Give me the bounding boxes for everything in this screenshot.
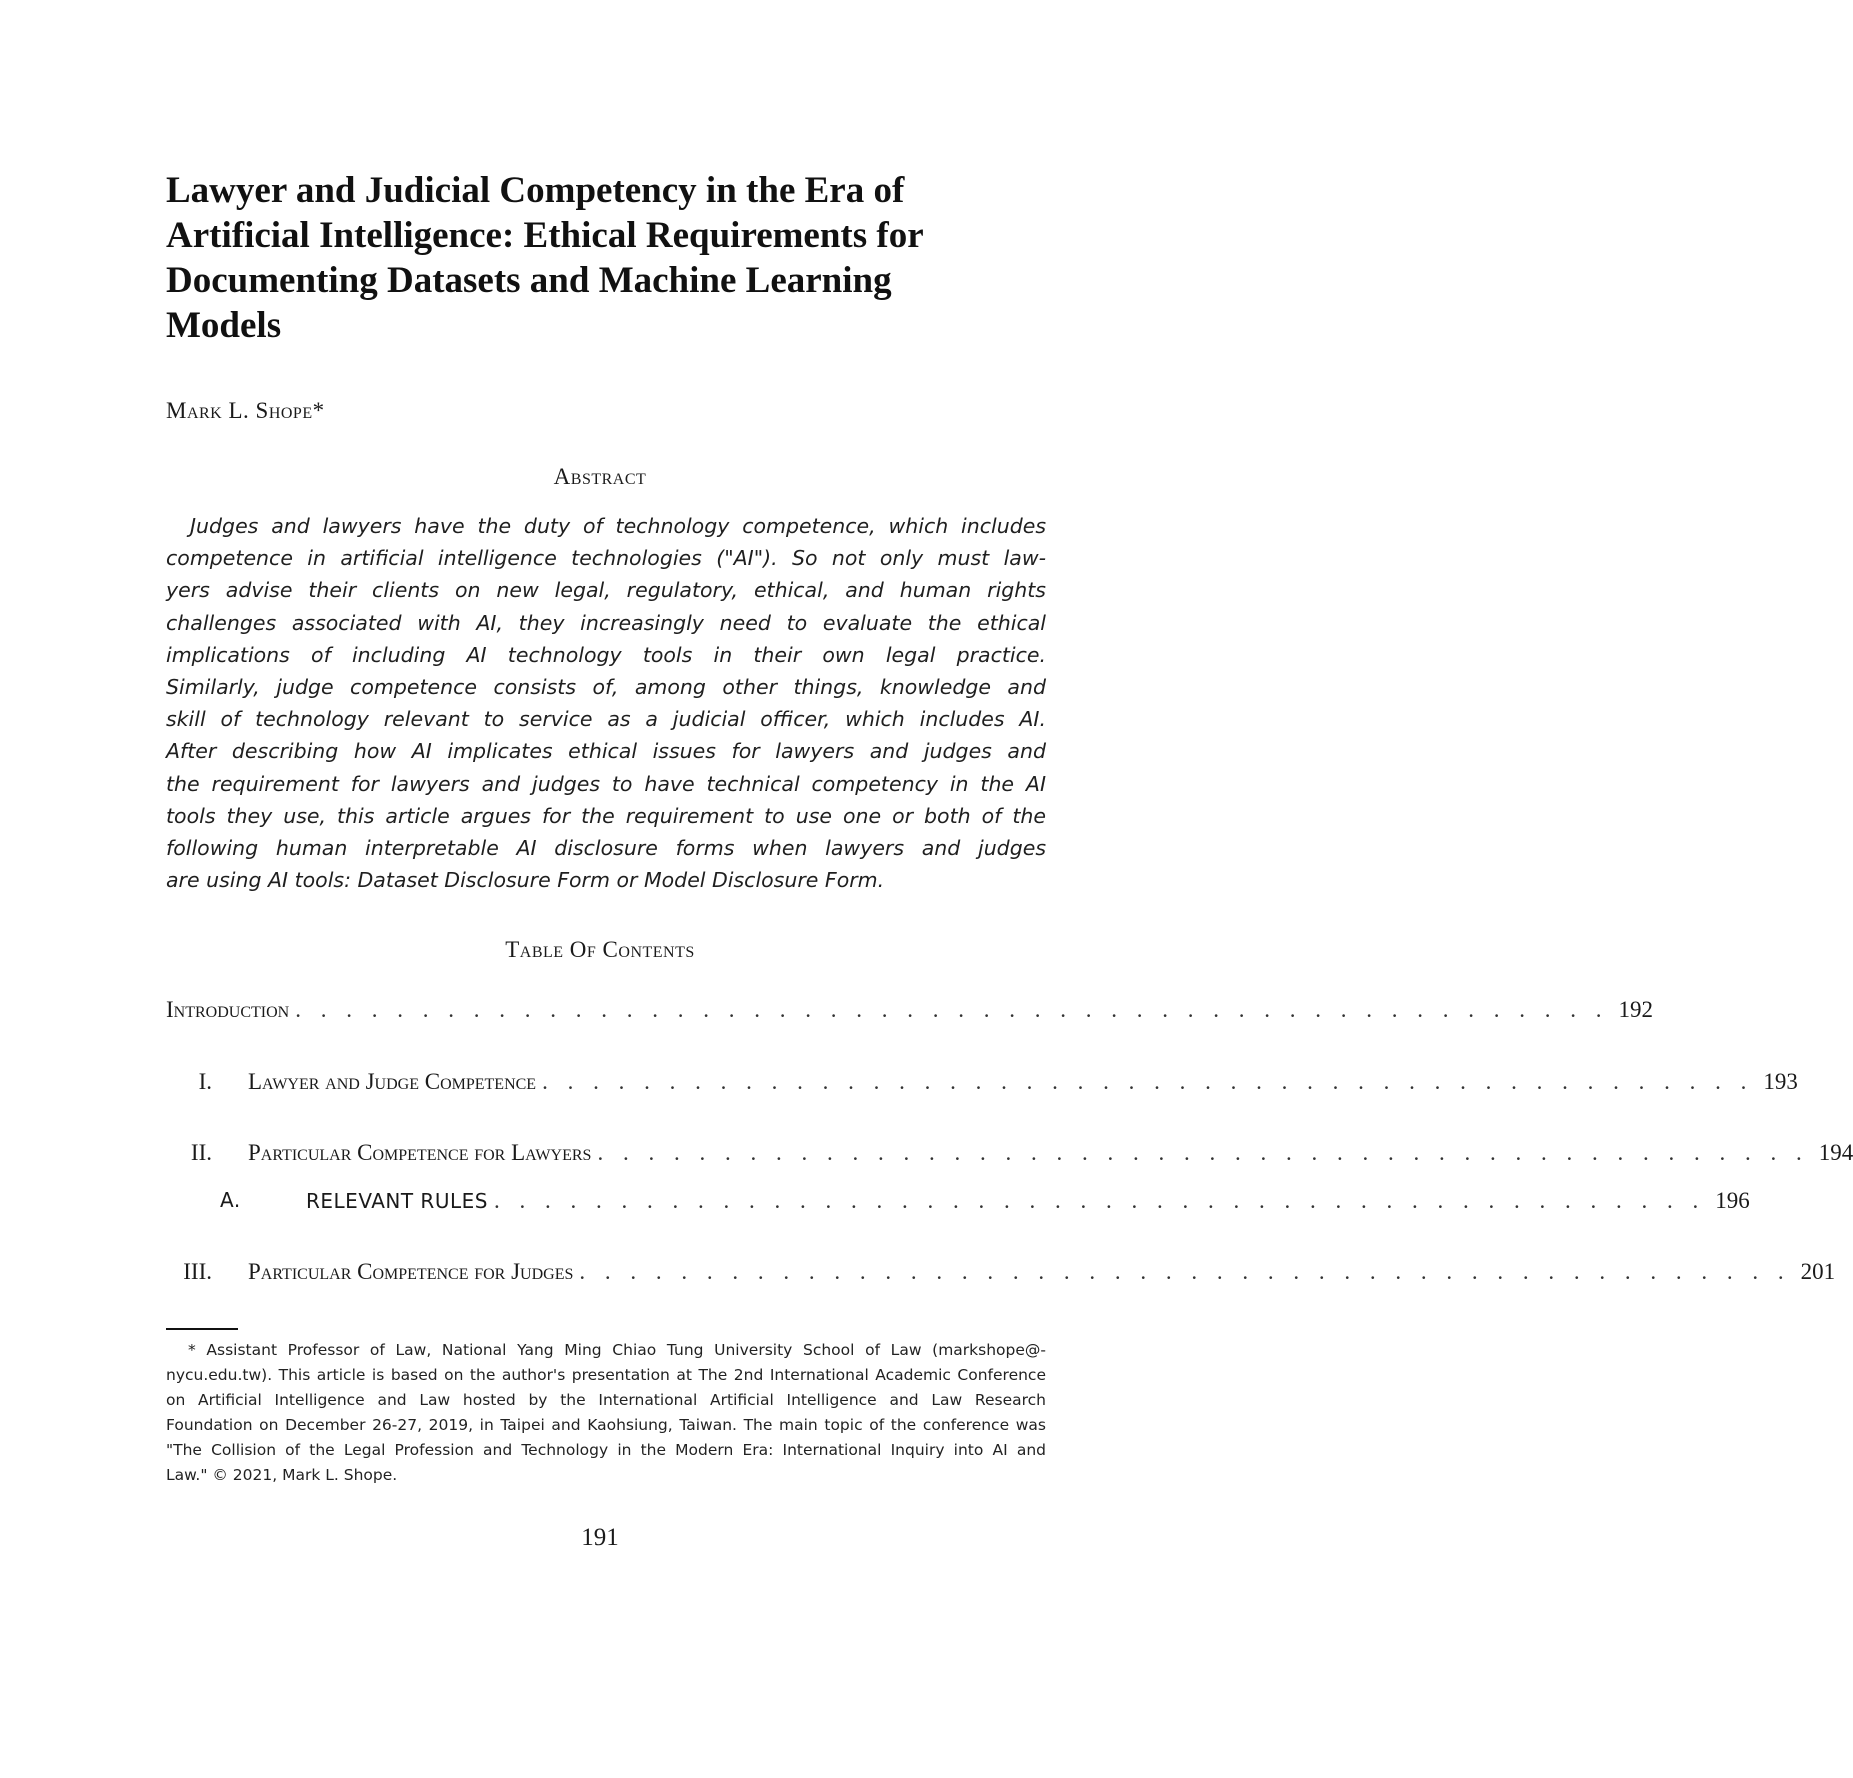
toc-page-number: 193	[1753, 1069, 1798, 1095]
toc-entry-number: I.	[198, 1069, 212, 1094]
abstract-heading: Abstract	[553, 464, 647, 489]
abstract-line: following human interpretable AI disclosure forms when lawyers and judges	[166, 836, 1046, 861]
title-line: Artificial Intelligence: Ethical Requirements for	[166, 215, 924, 256]
author-name: Mark L. Shope*	[166, 398, 325, 423]
title-line: Lawyer and Judicial Competency in the Era of	[166, 170, 905, 211]
abstract-line: are using AI tools: Dataset Disclosure Form or Model Disclosure Form.	[166, 868, 885, 893]
toc-heading: Table Of Contents	[505, 937, 695, 962]
footnote-line: "The Collision of the Legal Profession and Technology in the Modern Era: International Inquiry into AI and	[166, 1441, 1046, 1459]
toc-entry-number: II.	[190, 1140, 212, 1165]
footnote-line: Foundation on December 26-27, 2019, in Taipei and Kaohsiung, Taiwan. The main topic of the conference was	[166, 1416, 1046, 1434]
toc-page-number: 201	[1791, 1259, 1836, 1285]
toc-entry-lawyer-judge-competence[interactable]	[198, 1069, 1798, 1101]
toc-entry-label: Particular Competence for Lawyers	[248, 1140, 597, 1166]
abstract-line: skill of technology relevant to service as a judicial officer, which includes AI.	[166, 707, 1046, 732]
footnote-line: * Assistant Professor of Law, National Yang Ming Chiao Tung University School of Law (markshope@-	[188, 1341, 1046, 1359]
toc-leader-dots: . . . . . . . . . . . . . . . . . . . . . . . . . . . . . . . . . . . . . . . . . . . . . . . .	[493, 1188, 1706, 1213]
abstract-line: implications of including AI technology tools in their own legal practice.	[166, 642, 1046, 667]
article-title	[166, 168, 1066, 348]
toc-entry-number: III.	[183, 1259, 212, 1284]
footnote-line: Law." © 2021, Mark L. Shope.	[166, 1466, 398, 1484]
page-number: 191	[581, 1524, 619, 1551]
abstract-line: After describing how AI implicates ethical issues for lawyers and judges and	[166, 739, 1046, 764]
author-footnote	[166, 1338, 1046, 1488]
footnote-separator	[166, 1328, 238, 1330]
toc-entry-competence-lawyers[interactable]	[190, 1140, 1853, 1172]
abstract-line: Judges and lawyers have the duty of technology competence, which includes	[190, 514, 1046, 538]
toc-entry-competence-judges[interactable]	[183, 1259, 1836, 1291]
toc-entry-introduction[interactable]	[166, 997, 1653, 1029]
abstract-line: Similarly, judge competence consists of, among other things, knowledge and	[166, 675, 1046, 700]
abstract-line: tools they use, this article argues for the requirement to use one or both of the	[166, 803, 1046, 828]
toc-leader-dots: . . . . . . . . . . . . . . . . . . . . . . . . . . . . . . . . . . . . . . . . . . . . . . . .	[542, 1069, 1754, 1094]
toc-page-number: 196	[1705, 1188, 1750, 1214]
toc-page-number: 192	[1608, 997, 1653, 1023]
footnote-line: on Artificial Intelligence and Law hosted by the International Artificial Intelligence and Law Research	[166, 1391, 1046, 1409]
toc-entry-label: Introduction	[166, 997, 295, 1023]
toc-entry-relevant-rules[interactable]	[220, 1188, 1750, 1220]
toc-entry-label: Particular Competence for Judges	[248, 1259, 579, 1285]
toc-page-number: 194	[1809, 1140, 1853, 1166]
toc-entry-label: Lawyer and Judge Competence	[248, 1069, 542, 1095]
abstract-line: the requirement for lawyers and judges to have technical competency in the AI	[166, 771, 1046, 796]
toc-entry-label: RELEVANT RULES	[306, 1189, 494, 1213]
abstract-body	[166, 510, 1046, 896]
toc-leader-dots: . . . . . . . . . . . . . . . . . . . . . . . . . . . . . . . . . . . . . . . . . . . . . . . .	[597, 1140, 1809, 1165]
abstract-line: challenges associated with AI, they increasingly need to evaluate the ethical	[166, 610, 1046, 635]
abstract-line: yers advise their clients on new legal, regulatory, ethical, and human rights	[166, 578, 1046, 603]
title-line: Models	[166, 305, 282, 346]
footnote-line: nycu.edu.tw). This article is based on the author's presentation at The 2nd International Academic Conference	[166, 1366, 1046, 1384]
title-line: Documenting Datasets and Machine Learning	[166, 260, 892, 301]
toc-leader-dots: . . . . . . . . . . . . . . . . . . . . . . . . . . . . . . . . . . . . . . . . . . . . . . . . . . . .	[295, 997, 1609, 1022]
abstract-line: competence in artificial intelligence technologies ("AI"). So not only must law-	[166, 546, 1046, 571]
toc-leader-dots: . . . . . . . . . . . . . . . . . . . . . . . . . . . . . . . . . . . . . . . . . . . . . . . .	[579, 1259, 1791, 1284]
toc-entry-number: A.	[220, 1188, 241, 1212]
